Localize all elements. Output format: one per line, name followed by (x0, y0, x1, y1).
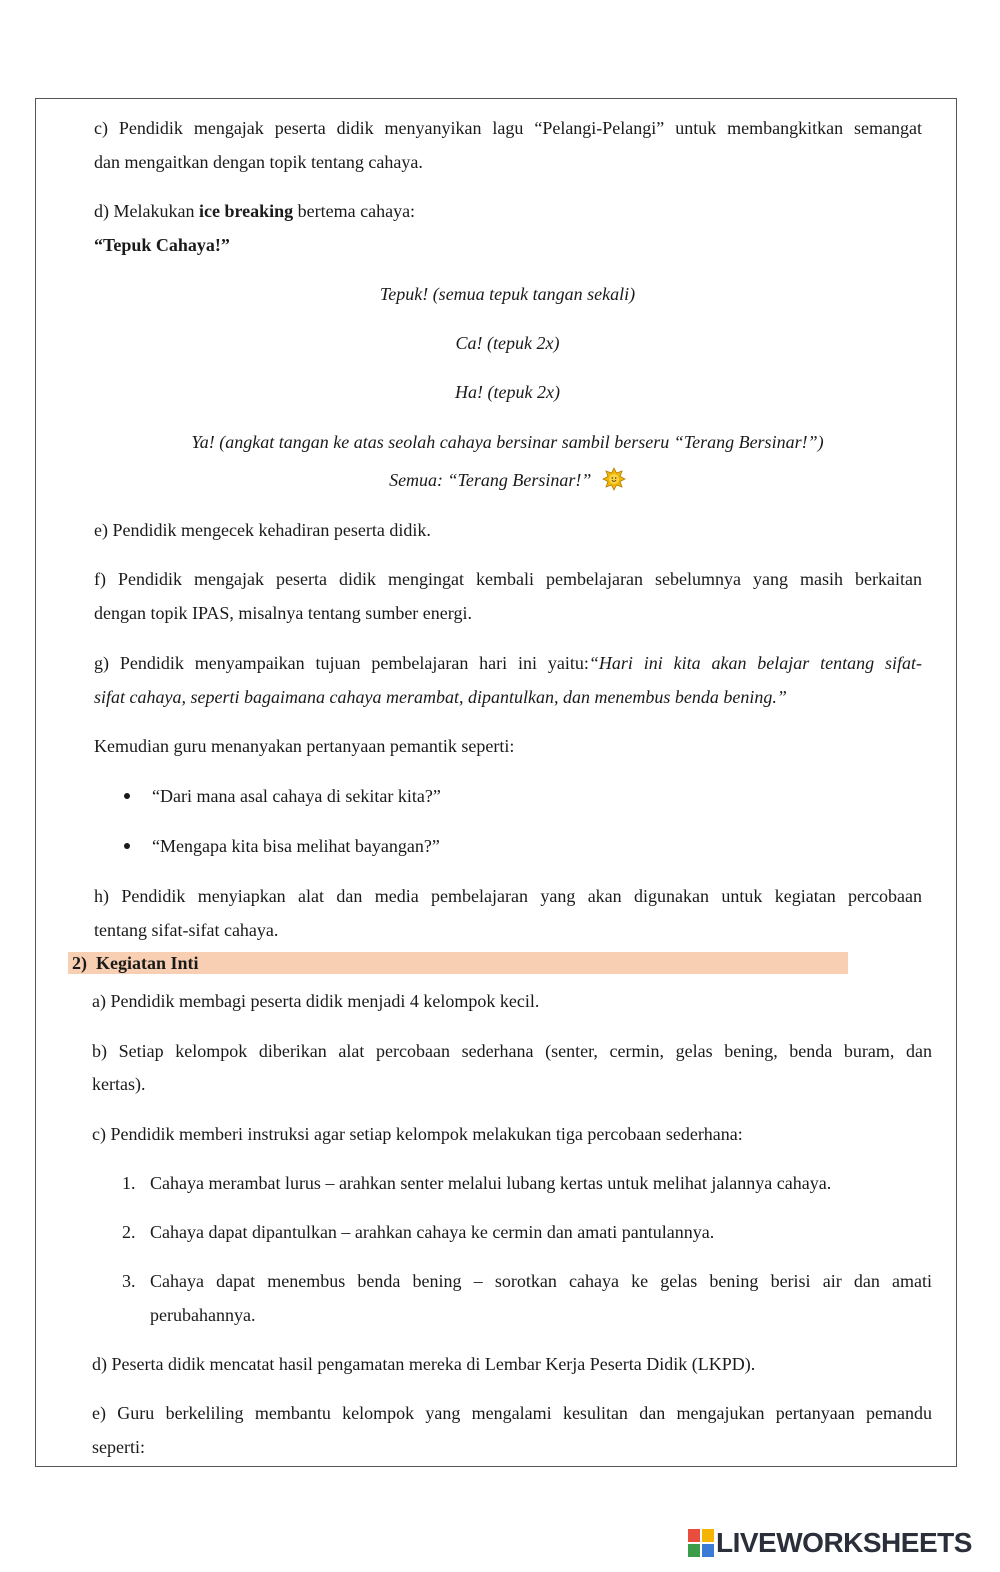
core-paragraph-c: c) Pendidik memberi instruksi agar setiap kelompok melakukan tiga percobaan sederhana: (92, 1124, 743, 1144)
paragraph-g-plain: g) Pendidik menyampaikan tujuan pembelajaran hari ini yaitu: (94, 653, 589, 673)
paragraph-d (94, 200, 415, 222)
section-number: 2) (72, 953, 87, 973)
core-paragraph-b-line1: b) Setiap kelompok diberikan alat percobaan sederhana (senter, cermin, gelas bening, benda buram, dan (92, 1041, 932, 1061)
paragraph-h-line2: tentang sifat-sifat cahaya. (94, 920, 279, 940)
step-3-text-line1: Cahaya dapat menembus benda bening – sorotkan cahaya ke gelas bening berisi air dan amati (150, 1271, 932, 1291)
step-number: 2. (122, 1222, 136, 1242)
paragraph-d-suffix: bertema cahaya: (293, 201, 416, 221)
chant-line-1: Tepuk! (semua tepuk tangan sekali) (379, 284, 636, 304)
paragraph-g-quote: “Hari ini kita akan belajar tentang sifat- (588, 653, 922, 673)
bullet-icon (124, 843, 130, 849)
step-2-text: Cahaya dapat dipantulkan – arahkan cahaya ke cermin dan amati pantulannya. (150, 1222, 715, 1242)
paragraph-g-line1 (94, 652, 922, 674)
section-title: Kegiatan Inti (96, 953, 199, 973)
bullet-icon (124, 793, 130, 799)
chant-line-2: Ca! (tepuk 2x) (455, 333, 560, 353)
ice-breaking-title: “Tepuk Cahaya!” (94, 235, 230, 255)
core-paragraph-e-line1: e) Guru berkeliling membantu kelompok yang mengalami kesulitan dan mengajukan pertanyaan pemandu (92, 1403, 932, 1423)
question-1: “Dari mana asal cahaya di sekitar kita?” (152, 786, 441, 806)
paragraph-f-line1: f) Pendidik mengajak peserta didik mengingat kembali pembelajaran sebelumnya yang masih berkaitan (94, 569, 922, 589)
paragraph-f-line2: dengan topik IPAS, misalnya tentang sumber energi. (94, 603, 472, 623)
paragraph-c-line1: c) Pendidik mengajak peserta didik menyanyikan lagu “Pelangi-Pelangi” untuk membangkitkan semangat (94, 118, 922, 138)
question-2: “Mengapa kita bisa melihat bayangan?” (152, 836, 440, 856)
paragraph-e: e) Pendidik mengecek kehadiran peserta didik. (94, 520, 431, 540)
core-paragraph-b-line2: kertas). (92, 1074, 146, 1094)
step-3-text-line2: perubahannya. (150, 1305, 256, 1325)
ice-breaking-term: ice breaking (198, 201, 294, 221)
paragraph-d-prefix: d) Melakukan (94, 201, 199, 221)
chant-line-3: Ha! (tepuk 2x) (455, 382, 560, 402)
paragraph-c-line2: dan mengaitkan dengan topik tentang cahaya. (94, 152, 423, 172)
chant-line-5 (60, 467, 955, 491)
liveworksheets-logo[interactable] (688, 1527, 972, 1559)
step-1-text: Cahaya merambat lurus – arahkan senter melalui lubang kertas untuk melihat jalannya cahaya. (150, 1173, 832, 1193)
core-paragraph-d: d) Peserta didik mencatat hasil pengamatan mereka di Lembar Kerja Peserta Didik (LKPD). (92, 1354, 756, 1374)
sun-icon (602, 467, 626, 491)
chant-line-5-text: Semua: “Terang Bersinar!” (389, 470, 592, 490)
followup-text: Kemudian guru menanyakan pertanyaan pemantik seperti: (94, 736, 515, 756)
step-number: 3. (122, 1271, 136, 1291)
liveworksheets-brand-text: LIVEWORKSHEETS (716, 1527, 972, 1558)
chant-line-4: Ya! (angkat tangan ke atas seolah cahaya bersinar sambil berseru “Terang Bersinar!”) (191, 432, 824, 452)
step-number: 1. (122, 1173, 136, 1193)
core-paragraph-a: a) Pendidik membagi peserta didik menjadi 4 kelompok kecil. (92, 991, 540, 1011)
paragraph-g-line2: sifat cahaya, seperti bagaimana cahaya merambat, dipantulkan, dan menembus benda bening.” (94, 687, 787, 707)
core-paragraph-e-line2: seperti: (92, 1437, 145, 1457)
liveworksheets-logo-icon (688, 1529, 714, 1557)
paragraph-h-line1: h) Pendidik menyiapkan alat dan media pembelajaran yang akan digunakan untuk kegiatan percobaan (94, 886, 922, 906)
